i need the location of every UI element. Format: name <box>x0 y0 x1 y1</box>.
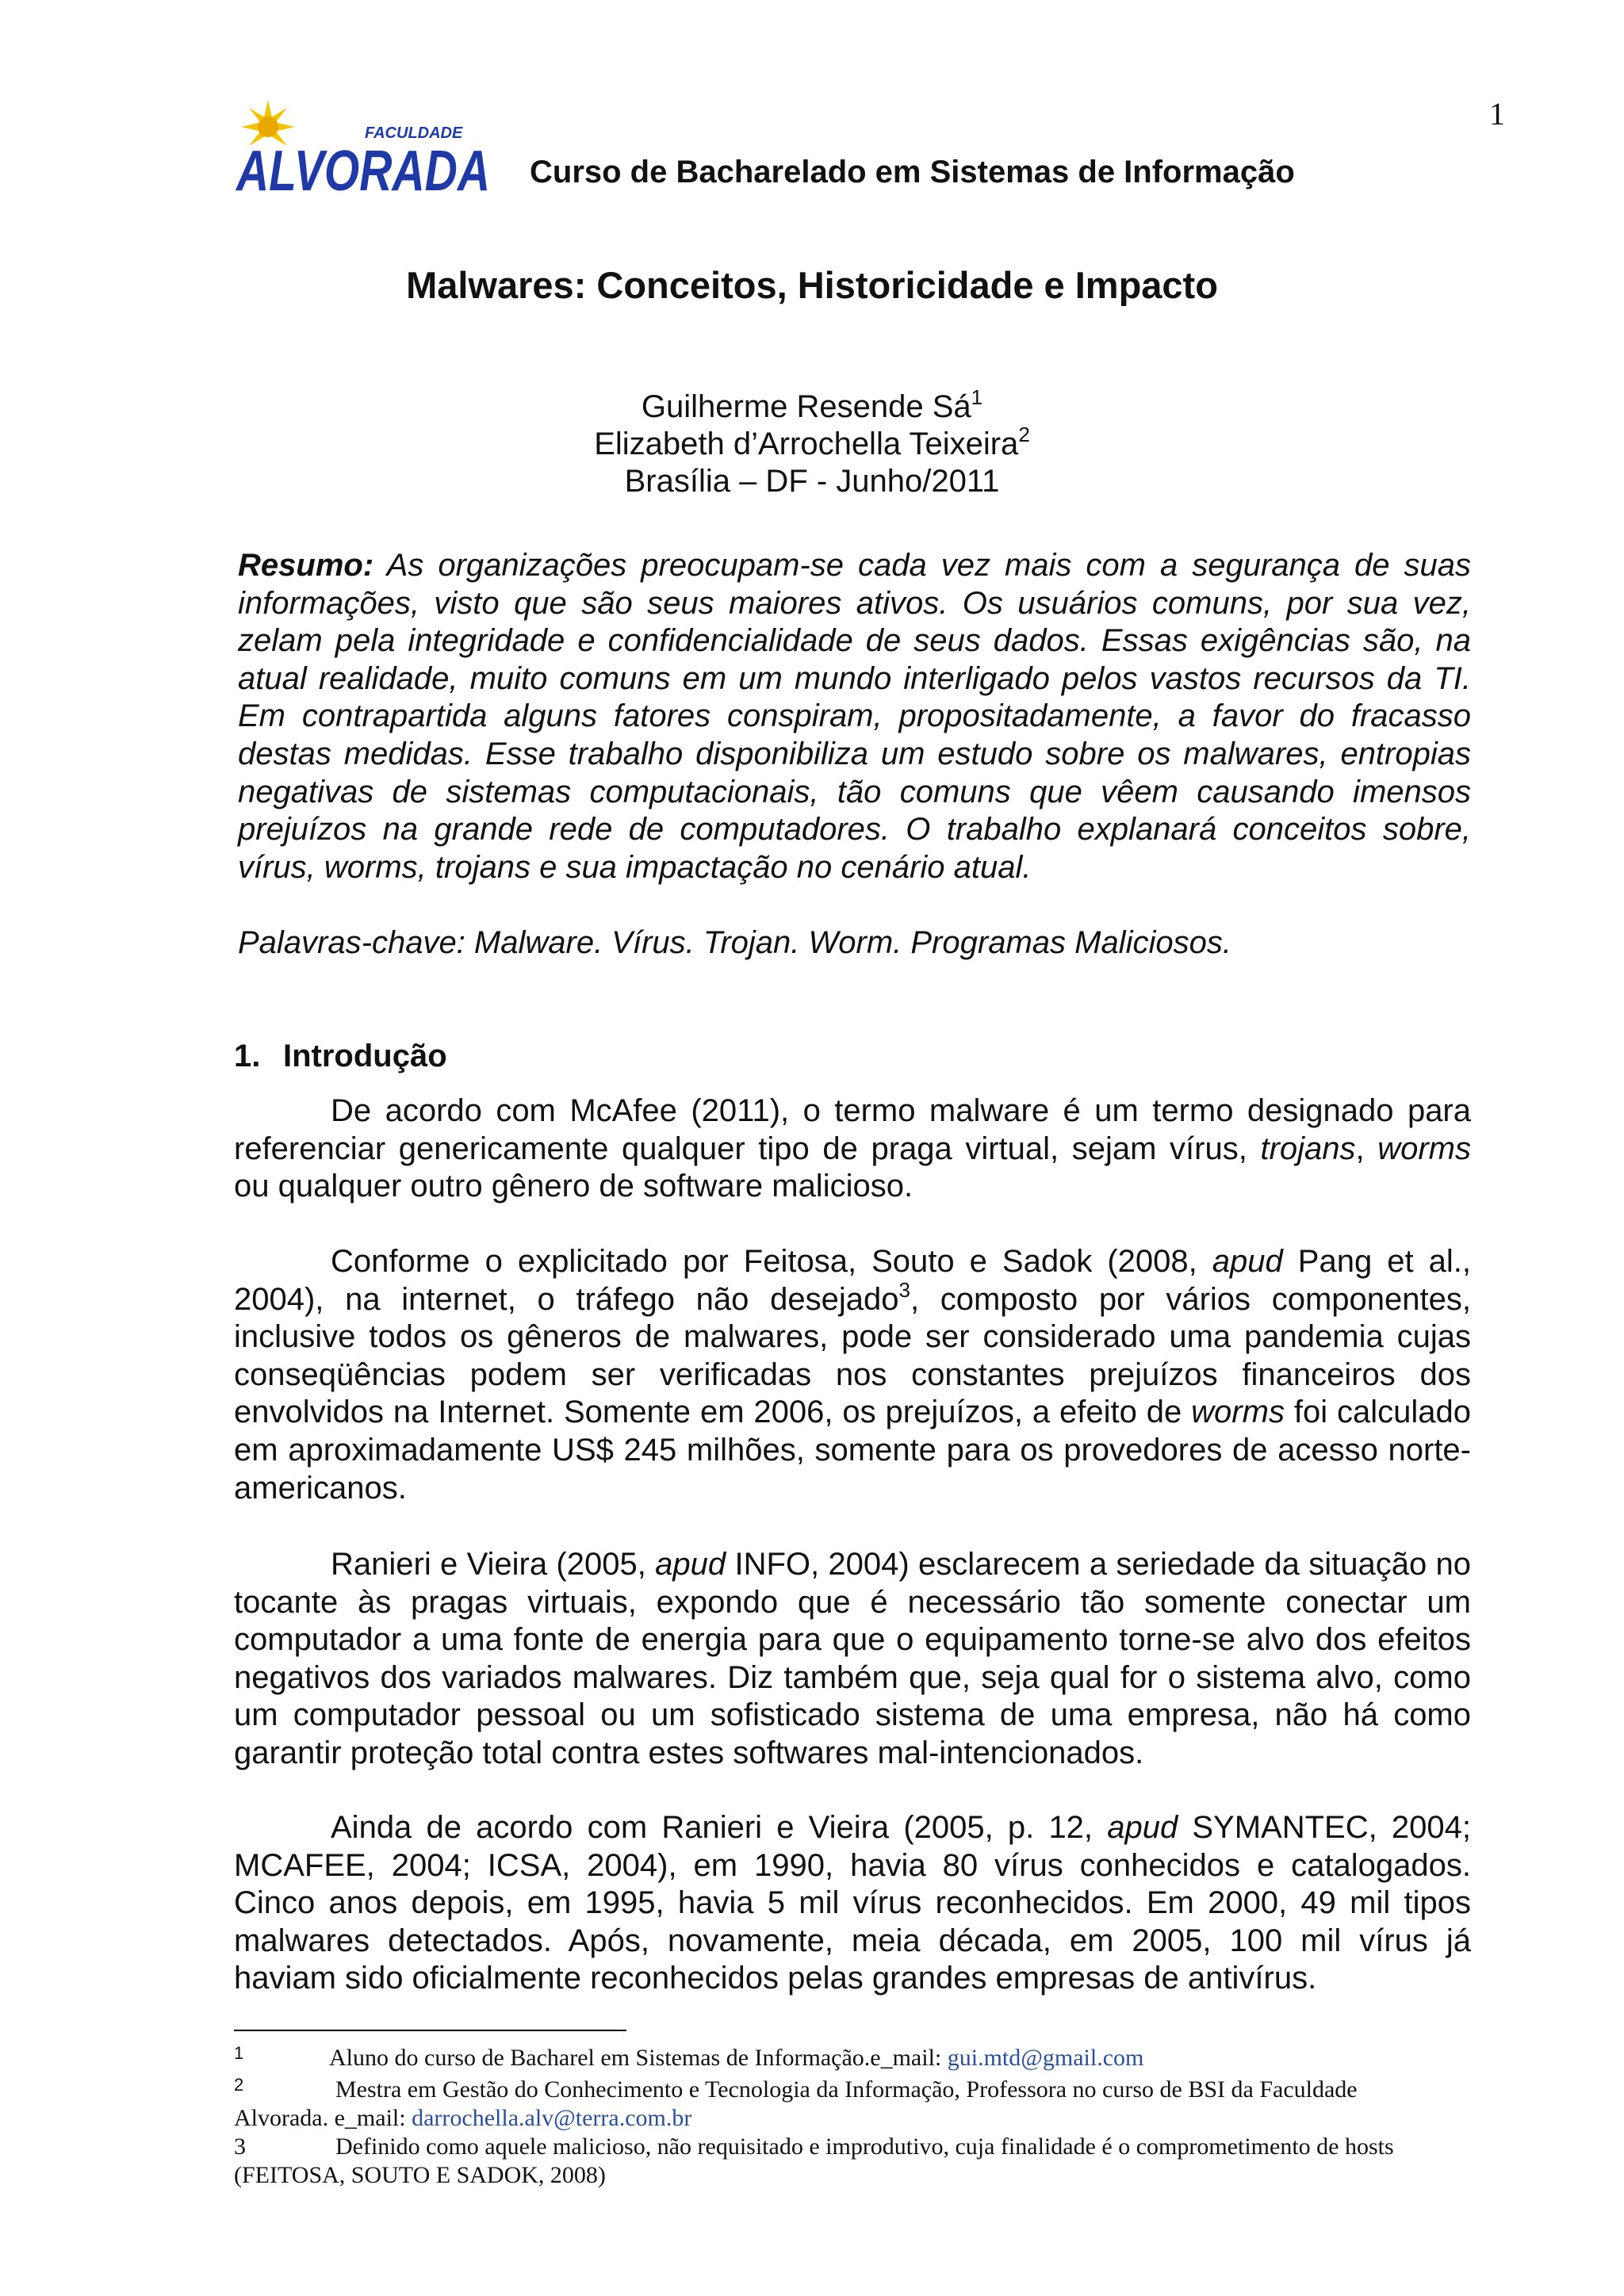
footnote-3: 3 Definido como aquele malicioso, não requisitado e improdutivo, cuja finalidade é o comprometimento de hosts (FEITOSA, SOUTO E SADOK, 2008) <box>234 2133 1394 2188</box>
place-date: Brasília – DF - Junho/2011 <box>624 464 1000 499</box>
course-header: Curso de Bacharelado em Sistemas de Informação <box>530 155 1295 189</box>
author-2: Elizabeth d’Arrochella Teixeira$^2$ <box>594 423 1030 461</box>
footnote-separator <box>234 2030 626 2031</box>
paragraph-2: Conforme o explicitado por Feitosa, Souto e Sadok (2008, apud Pang et al., 2004), na internet, o tráfego não desejado$^3$, composto por vários componentes, inclusive todos os gêneros de malwares, pode ser considerado uma pandemia cujas conseqüências podem ser verificadas nos constantes prejuízos financeiros dos envolvidos na Internet. Somente em 2006, os prejuízos, a efeito de worms foi calculado em aproximadamente US$ 245 milhões, somente para os provedores de acesso norte-americanos. <box>234 1244 1472 1506</box>
paper-title: Malwares: Conceitos, Historicidade e Impacto <box>406 264 1218 306</box>
footnote-2-email[interactable]: darrochella.alv@terra.com.br <box>412 2105 692 2131</box>
paragraph-1: De acordo com McAfee (2011), o termo malware é um termo designado para referenciar genericamente qualquer tipo de praga virtual, sejam vírus, trojans, worms ou qualquer outro gênero de software malicioso. <box>234 1093 1471 1204</box>
sun-logo-icon <box>230 97 500 208</box>
section-heading: 1. Introdução <box>234 1039 447 1073</box>
footnote-1: 1 Aluno do curso de Bacharel em Sistemas de Informação.e_mail: gui.mtd@gmail.com <box>234 2043 1144 2071</box>
abstract-label: Resumo: <box>238 548 374 583</box>
paragraph-3: Ranieri e Vieira (2005, apud INFO, 2004) esclarecem a seriedade da situação no tocante às pragas virtuais, expondo que é necessário tão somente conectar um computador a uma fonte de energia para que o equipamento torne-se alvo dos efeitos negativos dos variados malwares. Diz também que, seja qual for o sistema alvo, como um computador pessoal ou um sofisticado sistema de uma empresa, não há como garantir proteção total contra estes softwares mal-intencionados. <box>234 1547 1471 1770</box>
footnote-1-email[interactable]: gui.mtd@gmail.com <box>947 2045 1144 2071</box>
paragraph-4: Ainda de acordo com Ranieri e Vieira (2005, p. 12, apud SYMANTEC, 2004; MCAFEE, 2004; ICSA, 2004), em 1990, havia 80 vírus conhecidos e catalogados. Cinco anos depois, em 1995, havia 5 mil vírus reconhecidos. Em 2000, 49 mil tipos malwares detectados. Após, novamente, meia década, em 2005, 100 mil vírus já haviam sido oficialmente reconhecidos pelas grandes empresas de antivírus. <box>234 1810 1471 1996</box>
page-number: 1 <box>1489 96 1505 132</box>
author-1: Guilherme Resende $Sá^1$ <box>641 385 983 424</box>
footnote-2: 2 Mestra em Gestão do Conhecimento e Tecnologia da Informação, Professora no curso de BSI da Faculdade Alvorada. e_mail: darrochella.alv@terra.com.br <box>234 2075 1358 2131</box>
abstract <box>238 547 1471 886</box>
keywords: Palavras-chave: Malware. Vírus. Trojan. Worm. Programas Maliciosos. <box>238 925 1231 960</box>
authors-block <box>0 385 1624 500</box>
logo-main-text: ALVORADA <box>235 140 490 203</box>
footnote-ref-3: 3 <box>898 1277 910 1302</box>
faculdade-alvorada-logo <box>230 97 500 208</box>
logo-small-text: FACULDADE <box>365 124 463 142</box>
abstract-text: As organizações preocupam-se cada vez mais com a segurança de suas informações, visto que são seus maiores ativos. Os usuários comuns, por sua vez, zelam pela integridade e confidencialidade de seus dados. Essas exigências são, na atual realidade, muito comuns em um mundo interligado pelos vastos recursos da TI. Em contrapartida alguns fatores conspiram, propositadamente, a favor do fracasso destas medidas. Esse trabalho disponibiliza um estudo sobre os malwares, entropias negativas de sistemas computacionais, tão comuns que vêem causando imensos prejuízos na grande rede de computadores. O trabalho explanará conceitos sobre, vírus, worms, trojans e sua impactação no cenário atual. <box>238 548 1471 885</box>
